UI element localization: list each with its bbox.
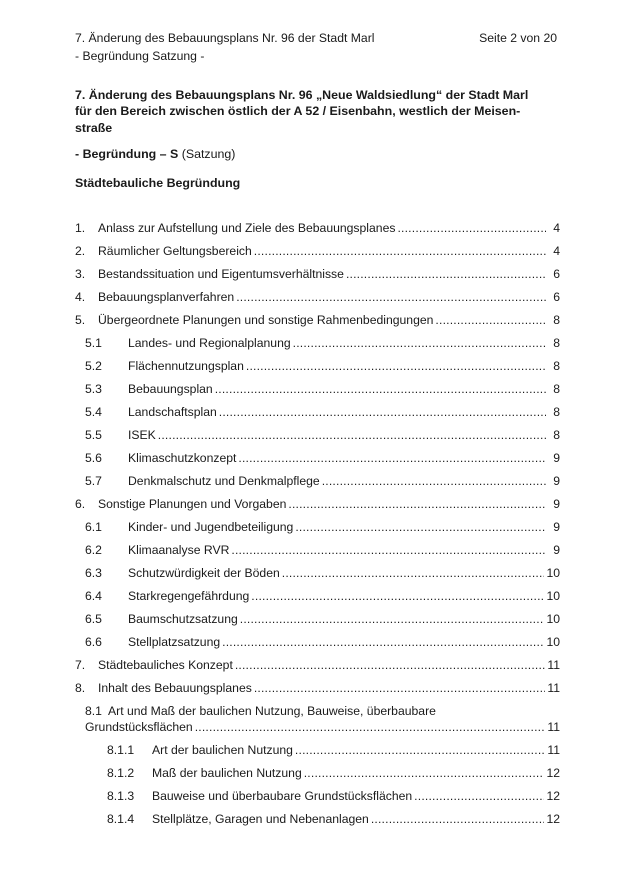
toc-leader — [215, 381, 546, 397]
toc-page: 9 — [553, 543, 560, 557]
toc-number: 6.4 — [85, 589, 102, 603]
toc-page: 12 — [546, 766, 560, 780]
toc-label: ISEK — [128, 428, 156, 442]
toc-number: 6.1 — [85, 520, 102, 534]
toc-number: 6.5 — [85, 612, 102, 626]
toc-label: Sonstige Planungen und Vorgaben — [98, 497, 287, 511]
toc-label: Anlass zur Aufstellung und Ziele des Bebauungsplanes — [98, 221, 396, 235]
toc-label: Klimaschutzkonzept — [128, 451, 237, 465]
toc-number: 5.4 — [85, 405, 102, 419]
toc-label: Städtebauliches Konzept — [98, 658, 233, 672]
toc-number: 5.3 — [85, 382, 102, 396]
toc-entry[interactable] — [75, 535, 560, 558]
toc-number: 6.6 — [85, 635, 102, 649]
toc-number: 5.7 — [85, 474, 102, 488]
toc-number: 8.1.4 — [107, 812, 135, 826]
toc-entry[interactable] — [75, 213, 560, 236]
toc-number: 5.2 — [85, 359, 102, 373]
toc-label: Übergeordnete Planungen und sonstige Rahmenbedingungen — [98, 313, 434, 327]
toc-page: 8 — [553, 428, 560, 442]
toc-number: 5.5 — [85, 428, 102, 442]
toc-page: 8 — [553, 405, 560, 419]
toc-label: Art der baulichen Nutzung — [152, 743, 293, 757]
toc-page: 11 — [547, 743, 560, 757]
toc-leader — [246, 358, 546, 374]
toc-entry[interactable] — [75, 236, 560, 259]
toc-page: 10 — [546, 589, 560, 603]
toc-number: 8. — [75, 681, 86, 695]
toc-label: Bauweise und überbaubare Grundstücksflächen — [152, 789, 413, 803]
toc-leader — [254, 243, 546, 259]
toc-leader — [322, 473, 546, 489]
toc-number: 6.2 — [85, 543, 102, 557]
toc-number: 4. — [75, 290, 86, 304]
title-line-1: 7. Änderung des Bebauungsplans Nr. 96 „Neue Waldsiedlung“ der Stadt Marl — [75, 88, 529, 102]
toc-label: Bebauungsplan — [128, 382, 213, 396]
toc-page: 8 — [553, 313, 560, 327]
toc-leader — [288, 496, 546, 512]
toc-entry[interactable] — [75, 328, 560, 351]
document-title — [75, 87, 565, 136]
toc-number: 1. — [75, 221, 86, 235]
toc-entry[interactable] — [75, 489, 560, 512]
toc-label: Kinder- und Jugendbeteiligung — [128, 520, 294, 534]
toc-label: Maß der baulichen Nutzung — [152, 766, 302, 780]
toc-label: Flächennutzungsplan — [128, 359, 244, 373]
toc-leader — [435, 312, 546, 328]
toc-entry[interactable] — [75, 558, 560, 581]
toc-label: Bebauungsplanverfahren — [98, 290, 235, 304]
toc-entry[interactable] — [75, 673, 560, 696]
toc-label: Bestandssituation und Eigentumsverhältnisse — [98, 267, 344, 281]
toc-leader — [304, 765, 545, 781]
toc-leader — [222, 634, 544, 650]
toc-page: 8 — [553, 336, 560, 350]
toc-label: Stellplätze, Garagen und Nebenanlagen — [152, 812, 369, 826]
toc-page: 11 — [547, 658, 560, 672]
toc-label: Klimaanalyse RVR — [128, 543, 230, 557]
toc-leader — [295, 519, 546, 535]
toc-page: 9 — [553, 474, 560, 488]
toc-entry[interactable] — [75, 604, 560, 627]
subtitle-normal: (Satzung) — [178, 147, 236, 161]
toc-number: 2. — [75, 244, 86, 258]
toc-page: 10 — [546, 612, 560, 626]
toc-number: 5. — [75, 313, 86, 327]
title-line-2: für den Bereich zwischen östlich der A 52 / Eisenbahn, westlich der Meisen- — [75, 104, 521, 119]
toc-leader — [251, 588, 544, 604]
toc-label: Inhalt des Bebauungsplanes — [98, 681, 252, 695]
toc-leader — [397, 220, 546, 236]
toc-leader — [254, 680, 546, 696]
toc-number: 8.1.2 — [107, 766, 135, 780]
toc-leader — [231, 542, 546, 558]
toc-leader — [346, 266, 546, 282]
toc-entry[interactable] — [75, 351, 560, 374]
title-line-3: straße — [75, 120, 113, 135]
toc-number: 5.6 — [85, 451, 102, 465]
toc-number: 8.1 — [85, 704, 102, 718]
toc-number: 6. — [75, 497, 86, 511]
header-page-number: Seite 2 von 20 — [479, 31, 557, 45]
toc-number: 6.3 — [85, 566, 102, 580]
subtitle-bold: - Begründung – S — [75, 147, 179, 161]
toc-leader — [158, 427, 546, 443]
toc-entry[interactable] — [75, 627, 560, 650]
toc-label-continued: Grundstücksflächen — [85, 720, 193, 734]
toc-label: Räumlicher Geltungsbereich — [98, 244, 252, 258]
toc-entry[interactable] — [75, 696, 560, 735]
toc-entry[interactable] — [75, 443, 560, 466]
toc-number: 5.1 — [85, 336, 102, 350]
toc-number: 8.1.1 — [107, 743, 135, 757]
toc-page: 11 — [547, 720, 560, 734]
header-document-title: 7. Änderung des Bebauungsplans Nr. 96 der Stadt Marl — [75, 31, 375, 45]
toc-leader — [295, 742, 545, 758]
toc-page: 9 — [553, 451, 560, 465]
toc-page: 6 — [553, 290, 560, 304]
toc-label: Stellplatzsatzung — [128, 635, 221, 649]
toc-page: 4 — [553, 244, 560, 258]
toc-leader — [371, 811, 545, 827]
toc-leader — [240, 611, 545, 627]
section-heading: Städtebauliche Begründung — [75, 176, 241, 190]
header-document-subtitle: - Begründung Satzung - — [75, 49, 205, 63]
toc-number: 3. — [75, 267, 86, 281]
toc-number: 8.1.3 — [107, 789, 135, 803]
toc-entry[interactable] — [75, 512, 560, 535]
toc-entry[interactable] — [75, 650, 560, 673]
toc-page: 6 — [553, 267, 560, 281]
toc-entry[interactable] — [75, 397, 560, 420]
toc-leader — [238, 450, 546, 466]
toc-leader — [236, 289, 546, 305]
toc-label: Landschaftsplan — [128, 405, 217, 419]
toc-entry[interactable] — [75, 804, 560, 827]
toc-page: 12 — [546, 812, 560, 826]
toc-page: 11 — [547, 681, 560, 695]
toc-leader — [282, 565, 545, 581]
toc-page: 10 — [546, 635, 560, 649]
toc-page: 4 — [553, 221, 560, 235]
toc-page: 9 — [553, 497, 560, 511]
toc-entry[interactable] — [75, 758, 560, 781]
toc-page: 8 — [553, 359, 560, 373]
toc-page: 12 — [546, 789, 560, 803]
toc-leader — [235, 657, 546, 673]
toc-label: Art und Maß der baulichen Nutzung, Bauweise, überbaubare — [108, 704, 436, 718]
toc-page: 10 — [546, 566, 560, 580]
toc-entry[interactable] — [75, 259, 560, 282]
toc-label: Baumschutzsatzung — [128, 612, 238, 626]
toc-page: 8 — [553, 382, 560, 396]
toc-entry[interactable] — [75, 374, 560, 397]
toc-label: Denkmalschutz und Denkmalpflege — [128, 474, 320, 488]
toc-entry[interactable] — [75, 466, 560, 489]
toc-label: Schutzwürdigkeit der Böden — [128, 566, 280, 580]
toc-entry[interactable] — [75, 581, 560, 604]
toc-entry[interactable] — [75, 282, 560, 305]
toc-leader — [414, 788, 544, 804]
toc-label: Landes- und Regionalplanung — [128, 336, 291, 350]
toc-number: 7. — [75, 658, 86, 672]
toc-entry[interactable] — [75, 735, 560, 758]
toc-label: Starkregengefährdung — [128, 589, 250, 603]
table-of-contents — [75, 213, 560, 827]
toc-leader — [195, 719, 546, 735]
toc-entry[interactable] — [75, 305, 560, 328]
toc-entry[interactable] — [75, 420, 560, 443]
toc-leader — [293, 335, 546, 351]
document-subtitle — [75, 146, 235, 162]
toc-page: 9 — [553, 520, 560, 534]
toc-leader — [219, 404, 546, 420]
toc-entry[interactable] — [75, 781, 560, 804]
